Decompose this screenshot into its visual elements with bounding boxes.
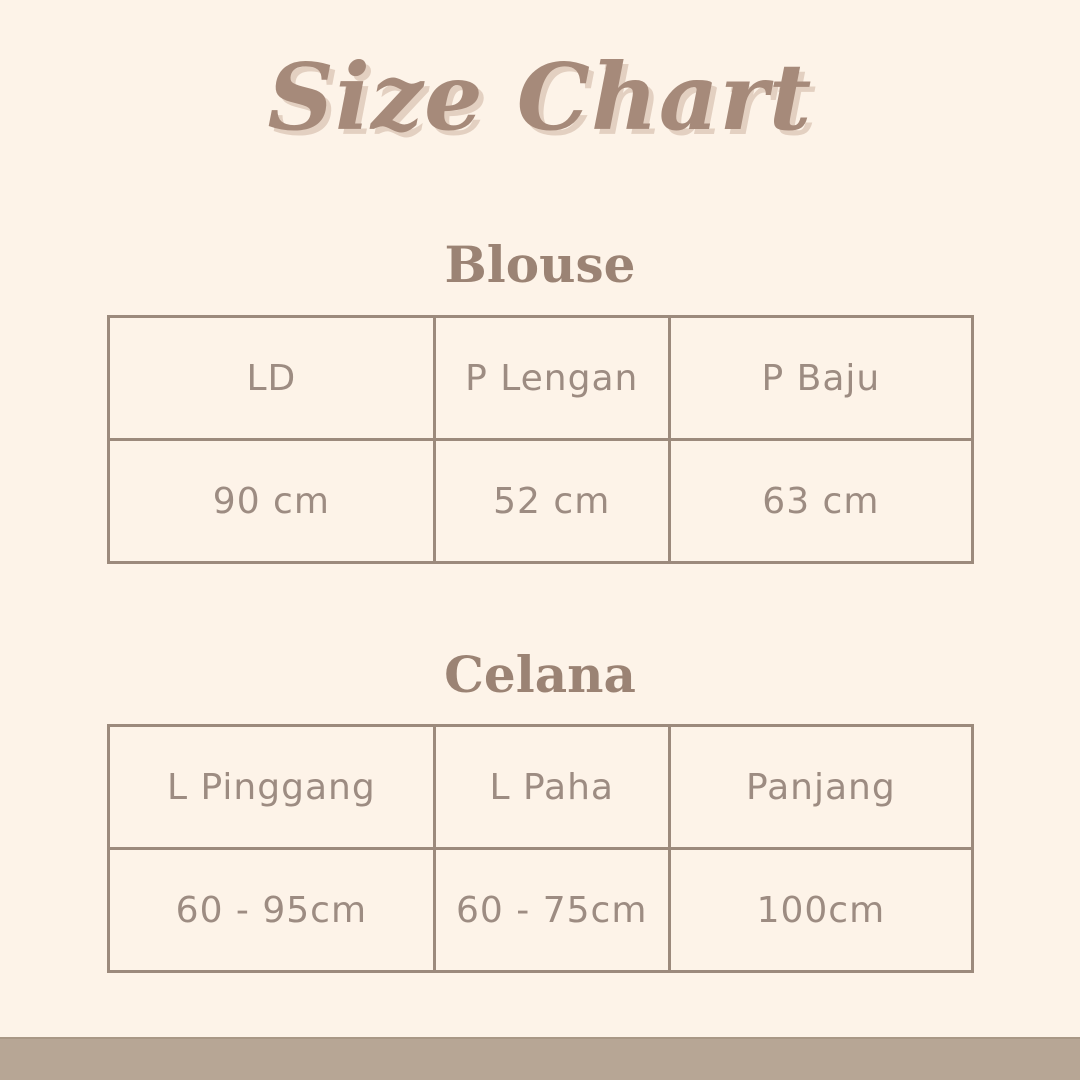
header-cell-l-paha: L Paha — [434, 726, 669, 849]
header-cell-ld: LD — [109, 317, 435, 440]
celana-size-table — [107, 724, 974, 973]
value-cell-l-paha: 60 - 75cm — [434, 849, 669, 972]
page-title: Size Chart — [267, 43, 813, 151]
header-cell-panjang: Panjang — [669, 726, 972, 849]
value-cell-l-pinggang: 60 - 95cm — [109, 849, 435, 972]
header-cell-l-pinggang: L Pinggang — [109, 726, 435, 849]
celana-value-row — [109, 849, 973, 972]
value-cell-p-baju: 63 cm — [669, 440, 972, 563]
blouse-section-heading: Blouse — [444, 235, 636, 294]
blouse-header-row — [109, 317, 973, 440]
value-cell-panjang: 100cm — [669, 849, 972, 972]
value-cell-ld: 90 cm — [109, 440, 435, 563]
celana-header-row — [109, 726, 973, 849]
celana-section-heading: Celana — [444, 645, 636, 704]
header-cell-p-lengan: P Lengan — [434, 317, 669, 440]
header-cell-p-baju: P Baju — [669, 317, 972, 440]
value-cell-p-lengan: 52 cm — [434, 440, 669, 563]
blouse-size-table — [107, 315, 974, 564]
blouse-value-row — [109, 440, 973, 563]
footer-bar — [0, 1037, 1080, 1080]
